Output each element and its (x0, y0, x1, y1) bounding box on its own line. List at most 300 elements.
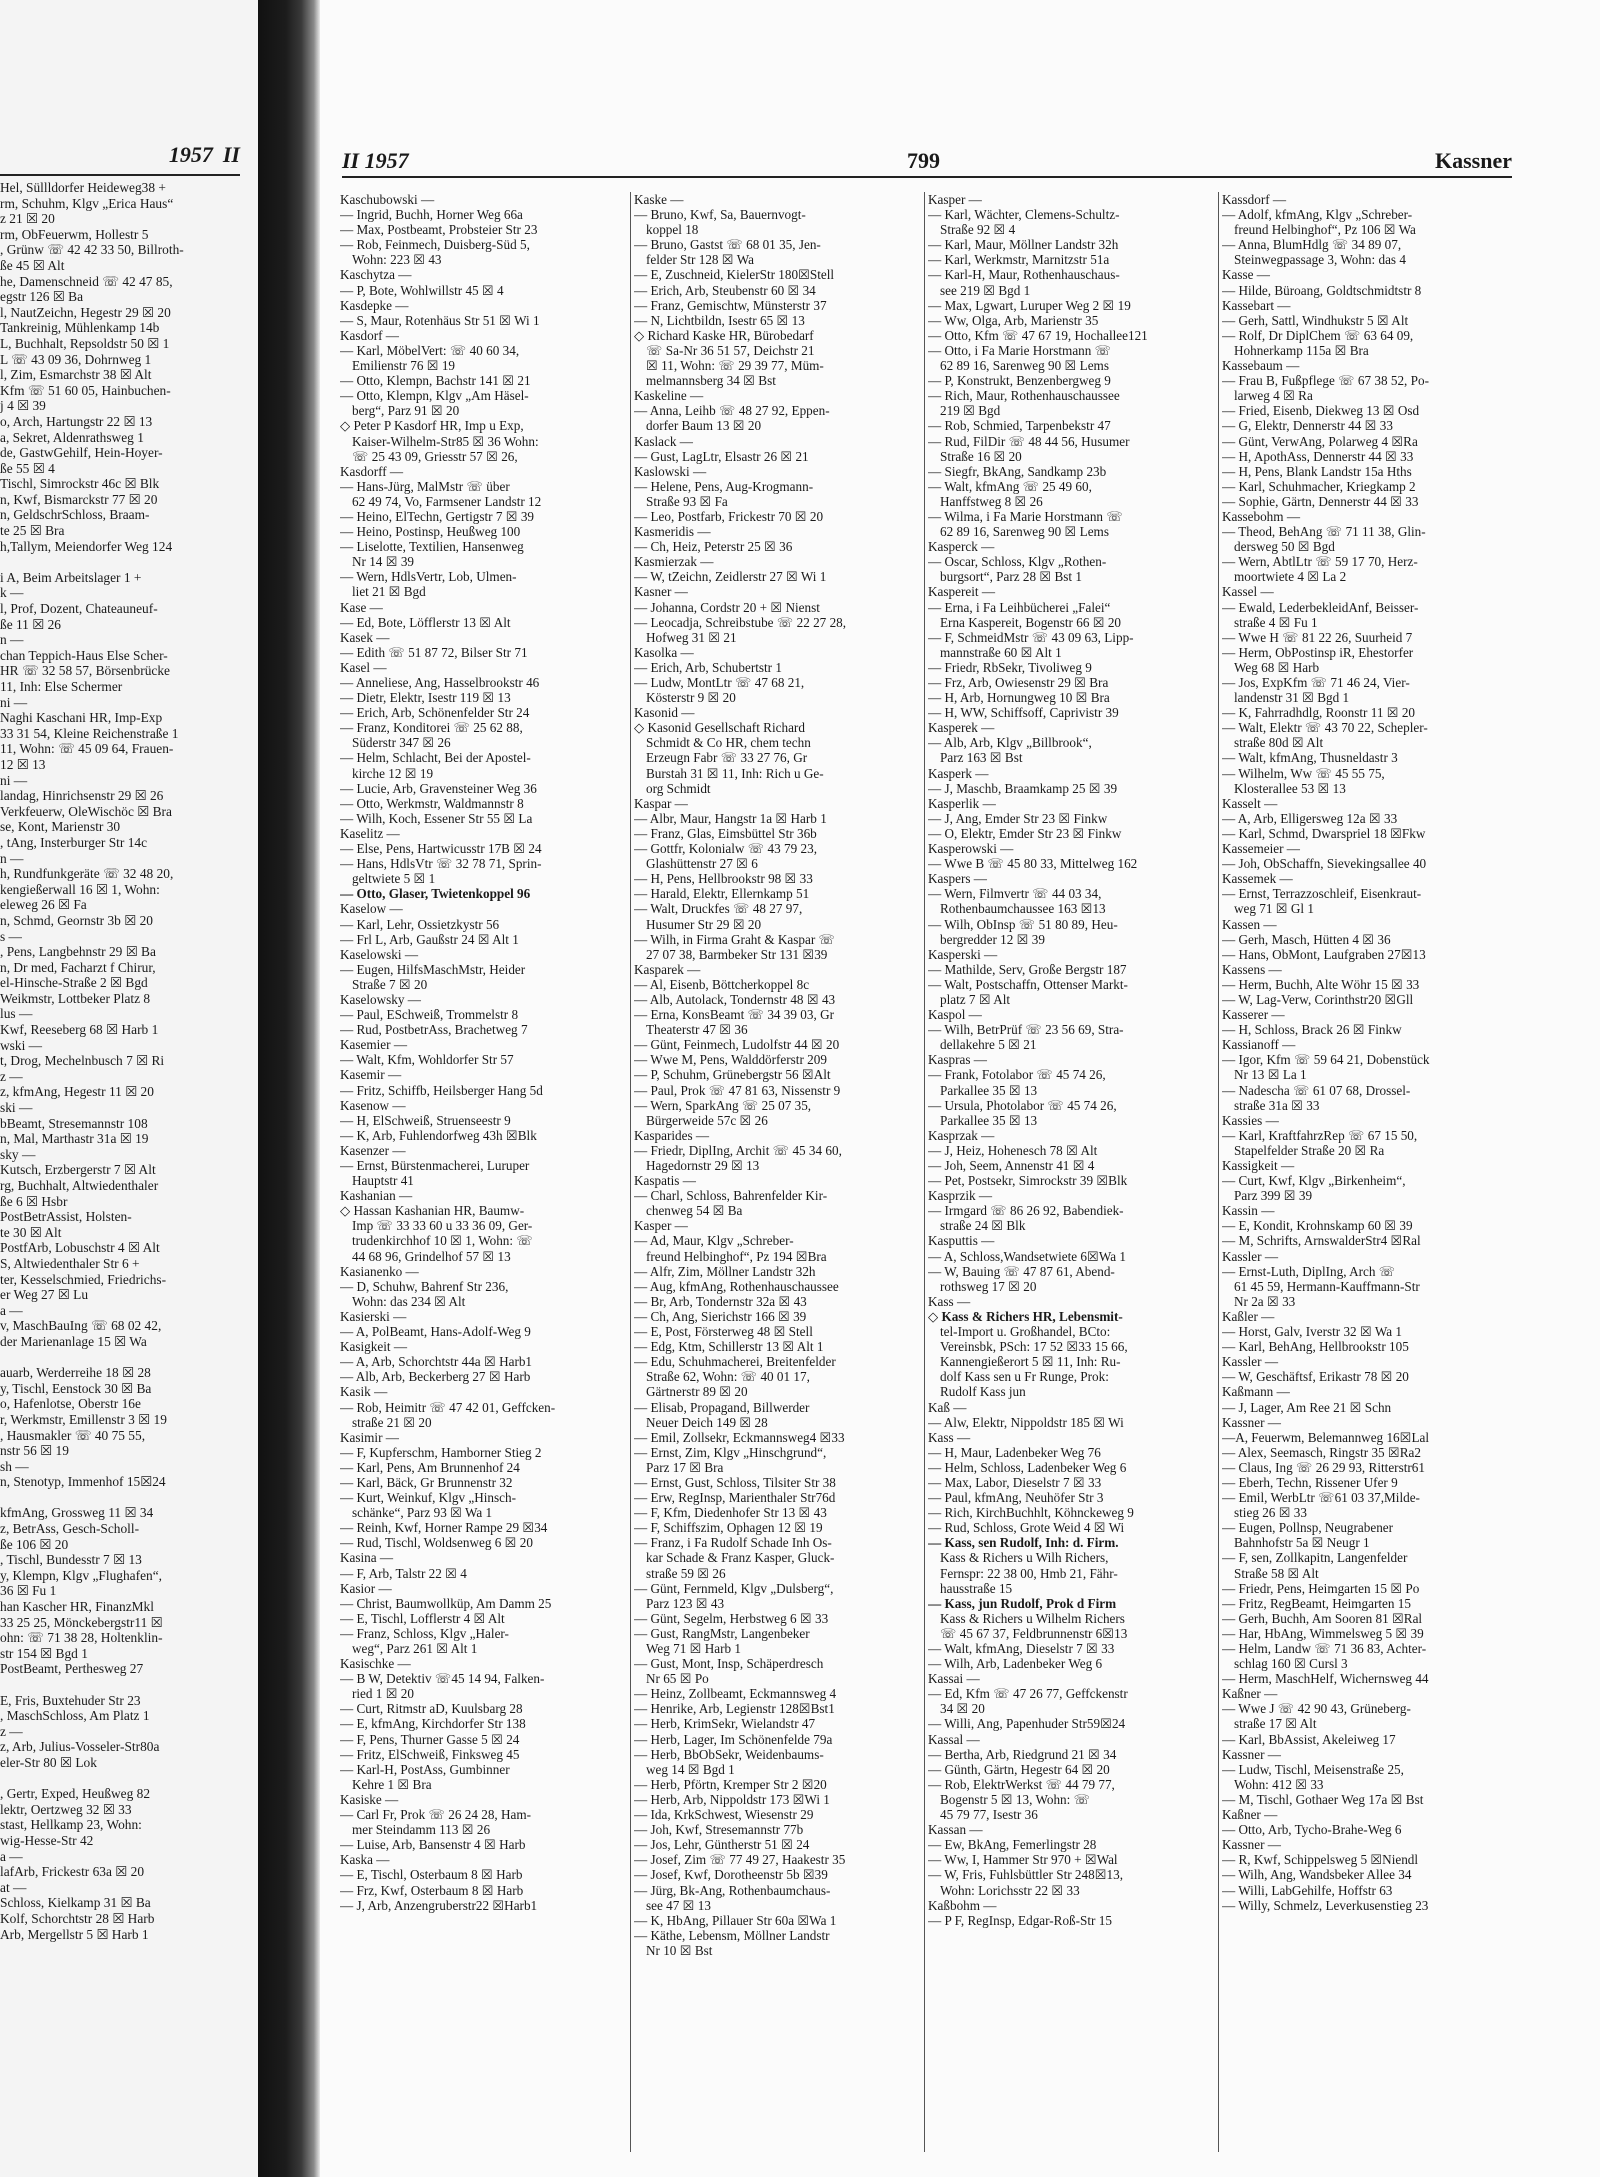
directory-entry: Theaterstr 47 ☒ 36 (646, 1022, 748, 1038)
left-listing-line: , Grünw ☏ 42 42 33 50, Billroth- (0, 242, 184, 258)
surname-heading: Kasputtis — (928, 1233, 995, 1249)
surname-heading: Kasenow — (340, 1097, 406, 1113)
directory-entry: — Edith ☏ 51 87 72, Bilser Str 71 (340, 644, 528, 660)
directory-entry: liet 21 ☒ Bgd (352, 584, 426, 600)
directory-entry: freund Helbinghof“, Pz 106 ☒ Wa (1234, 222, 1416, 238)
directory-entry: Hauptstr 41 (352, 1173, 414, 1189)
directory-entry: — Hans, ObMont, Laufgraben 27☒13 (1222, 946, 1426, 962)
directory-entry: Fernspr: 22 38 00, Hmb 21, Fähr- (940, 1565, 1118, 1581)
directory-entry: — Walt, kfmAng, Dieselstr 7 ☒ 33 (928, 1641, 1115, 1656)
directory-entry: — A, Schloss,Wandsetwiete 6☒Wa 1 (928, 1248, 1126, 1264)
directory-entry: — Willi, LabGehilfe, Hoffstr 63 (1222, 1882, 1393, 1898)
directory-entry: — Ew, BkAng, Femerlingstr 28 (928, 1837, 1097, 1853)
header-running-name: Kassner (1435, 148, 1512, 173)
directory-entry: weg“, Parz 261 ☒ Alt 1 (352, 1641, 478, 1656)
directory-entry: Kaiser-Wilhelm-Str85 ☒ 36 Wohn: (352, 433, 539, 449)
left-listing-line: ski — (0, 1100, 33, 1116)
directory-entry: ◇ Peter P Kasdorf HR, Imp u Exp, (340, 418, 524, 434)
directory-entry: — Gerh, Masch, Hütten 4 ☒ 36 (1222, 931, 1391, 947)
left-listing-line: wig-Hesse-Str 42 (0, 1832, 94, 1848)
left-listing-line: , tAng, Insterburger Str 14c (0, 834, 148, 850)
directory-columns (340, 192, 1515, 2152)
left-listing-line: Tankreinig, Mühlenkamp 14b (0, 320, 160, 336)
directory-entry: — J, Maschb, Braamkamp 25 ☒ 39 (928, 780, 1118, 796)
left-listing-line (0, 1771, 250, 1787)
directory-entry: landenstr 31 ☒ Bgd 1 (1234, 690, 1350, 706)
directory-entry: Kannengießerort 5 ☒ 11, Inh: Ru- (940, 1354, 1121, 1370)
surname-heading: Kasmierzak — (634, 554, 714, 570)
directory-entry: — Ch, Ang, Sierichstr 166 ☒ 39 (634, 1308, 807, 1324)
directory-entry: — D, Schuhw, Bahrenf Str 236, (340, 1278, 509, 1294)
directory-entry: — Ludw, Tischl, Meisenstraße 25, (1222, 1761, 1404, 1777)
left-listing-line: at — (0, 1879, 27, 1895)
directory-entry: — Gust, RangMstr, Langenbeker (634, 1625, 810, 1641)
directory-entry: — Wilhelm, Ww ☏ 45 55 75, (1222, 765, 1385, 781)
directory-entry: — Anna, Leihb ☏ 48 27 92, Eppen- (634, 403, 830, 419)
directory-entry: — E, Post, Försterweg 48 ☒ Stell (634, 1324, 813, 1340)
directory-entry: — Wilh, in Firma Graht & Kaspar ☏ (634, 931, 836, 947)
directory-entry: — S, Maur, Rotenhäus Str 51 ☒ Wi 1 (340, 312, 540, 328)
directory-entry: — Paul, kfmAng, Neuhöfer Str 3 (928, 1490, 1104, 1506)
directory-entry: — Kass, sen Rudolf, Inh: d. Firm. (928, 1535, 1119, 1551)
left-listing-line: ter, Kesselschmied, Friedrichs- (0, 1271, 167, 1287)
surname-heading: Kassemeier — (1222, 841, 1300, 857)
directory-entry: — Dietr, Elektr, Isestr 119 ☒ 13 (340, 690, 511, 706)
directory-entry: — M, Tischl, Gothaer Weg 17a ☒ Bst (1222, 1791, 1424, 1807)
directory-entry: — Jos, Lehr, Güntherstr 51 ☒ 24 (634, 1837, 810, 1853)
directory-entry: bergredder 12 ☒ 39 (940, 931, 1045, 947)
surname-heading: Kasparek — (634, 961, 701, 977)
directory-entry: — Alfr, Zim, Möllner Landstr 32h (634, 1263, 816, 1279)
directory-entry: — Alex, Seemasch, Ringstr 35 ☒Ra2 (1222, 1444, 1421, 1460)
directory-entry: — F, SchmeidMstr ☏ 43 09 63, Lipp- (928, 629, 1134, 645)
column-divider (924, 192, 925, 2152)
left-listing-line: han Kascher HR, FinanzMkl (0, 1599, 154, 1615)
surname-heading: Kasner — (634, 584, 688, 600)
left-listing-line: Arb, Mergellstr 5 ☒ Harb 1 (0, 1926, 149, 1942)
left-listing-line: rm, ObFeuerwm, Hollestr 5 (0, 226, 149, 242)
directory-entry: schlag 160 ☒ Cursl 3 (1234, 1656, 1348, 1672)
directory-entry: — Ed, Kfm ☏ 47 26 77, Geffckenstr (928, 1686, 1128, 1702)
directory-entry: — Christ, Baumwollküp, Am Damm 25 (340, 1595, 552, 1611)
surname-heading: Kasemier — (340, 1037, 408, 1053)
surname-heading: Kaß — (928, 1399, 967, 1415)
left-listing-line: n, GeldschrSchloss, Braam- (0, 507, 150, 523)
directory-entry: — Günt, VerwAng, Polarweg 4 ☒Ra (1222, 433, 1418, 449)
directory-entry: — H, ElSchweiß, Struenseestr 9 (340, 1112, 511, 1128)
directory-entry: Hagedornstr 29 ☒ 13 (646, 1158, 760, 1173)
directory-entry: — H, Schloss, Brack 26 ☒ Finkw (1222, 1022, 1402, 1038)
directory-entry: — Ingrid, Buchh, Horner Weg 66a (340, 207, 523, 223)
directory-entry: — Bruno, Gastst ☏ 68 01 35, Jen- (634, 237, 821, 253)
directory-entry: — Oscar, Schloss, Klgv „Rothen- (928, 554, 1107, 570)
directory-entry: — Walt, Postschaffn, Ottenser Markt- (928, 976, 1128, 992)
surname-heading: Kasperek — (928, 720, 995, 736)
directory-entry: — Ww, Olga, Arb, Marienstr 35 (928, 312, 1099, 328)
directory-entry: — Günth, Gärtn, Hegestr 64 ☒ 20 (928, 1761, 1110, 1777)
left-listing-line: der Marienanlage 15 ☒ Wa (0, 1333, 147, 1349)
left-listing-line: ße 55 ☒ 4 (0, 460, 55, 476)
directory-entry: — Eugen, Pollnsp, Neugrabener (1222, 1520, 1394, 1536)
directory-entry: — Alb, Autolack, Tondernstr 48 ☒ 43 (634, 991, 836, 1007)
directory-entry: — Walt, kfmAng ☏ 25 49 60, (928, 478, 1092, 494)
directory-entry: — A, PolBeamt, Hans-Adolf-Weg 9 (340, 1324, 531, 1340)
left-listing-line: n — (0, 850, 24, 866)
directory-entry: — Günt, Feinmech, Ludolfstr 44 ☒ 20 (634, 1037, 840, 1053)
directory-entry: — J, Ang, Emder Str 23 ☒ Finkw (928, 810, 1108, 826)
directory-entry: mer Steindamm 113 ☒ 26 (352, 1822, 491, 1838)
surname-heading: Kasmeridis — (634, 524, 711, 540)
directory-entry: felder Str 128 ☒ Wa (646, 252, 754, 268)
directory-entry: Neuer Deich 149 ☒ 28 (646, 1414, 768, 1430)
surname-heading: Kassin — (1222, 1203, 1275, 1219)
left-listing-line: o, Arch, Hartungstr 22 ☒ 13 (0, 413, 153, 429)
directory-entry: — Ewald, LederbekleidAnf, Beisser- (1222, 599, 1419, 615)
directory-entry: Imp ☏ 33 33 60 u 33 36 09, Ger- (352, 1218, 533, 1234)
surname-heading: Kasigkeit — (340, 1339, 408, 1355)
left-listing-line: ße 11 ☒ 26 (0, 616, 61, 632)
surname-heading: Kass — (928, 1293, 971, 1309)
left-listing-line: wski — (0, 1037, 43, 1053)
directory-entry: Rothenbaumchaussee 163 ☒13 (940, 901, 1106, 917)
directory-entry: Rudolf Kass jun (940, 1384, 1026, 1400)
surname-heading: Kass — (928, 1429, 971, 1445)
directory-entry: ☏ 45 67 37, Feldbrunnenstr 6☒13 (940, 1625, 1128, 1641)
directory-entry: — Ernst, Terrazzoschleif, Eisenkraut- (1222, 886, 1422, 902)
surname-heading: Kaspol — (928, 1007, 982, 1023)
surname-heading: Kassler — (1222, 1248, 1279, 1264)
directory-entry: — Wilh, Koch, Essener Str 55 ☒ La (340, 810, 533, 826)
directory-entry: — E, Tischl, Osterbaum 8 ☒ Harb (340, 1867, 523, 1883)
directory-entry: — Joh, ObSchaffn, Sievekingsallee 40 (1222, 856, 1427, 872)
directory-entry: — Willy, Schmelz, Leverkusenstieg 23 (1222, 1897, 1429, 1913)
surname-heading: Kassigkeit — (1222, 1158, 1295, 1173)
directory-entry: ☏ 25 43 09, Griesstr 57 ☒ 26, (352, 448, 518, 464)
directory-entry: 219 ☒ Bgd (940, 403, 1001, 419)
directory-entry: Wohn: Lorichsstr 22 ☒ 33 (940, 1882, 1080, 1898)
directory-entry: — Josef, Kwf, Dorotheenstr 5b ☒39 (634, 1867, 828, 1883)
directory-entry: — Karl, Lehr, Ossietzkystr 56 (340, 916, 500, 932)
directory-entry: — Siegfr, BkAng, Sandkamp 23b (928, 463, 1107, 479)
directory-entry: Wohn: das 234 ☒ Alt (352, 1293, 466, 1309)
directory-entry: — E, Tischl, Lofflerstr 4 ☒ Alt (340, 1610, 505, 1626)
left-listing-line: Schloss, Kielkamp 31 ☒ Ba (0, 1895, 151, 1911)
directory-entry: — Bertha, Arb, Riedgrund 21 ☒ 34 (928, 1746, 1117, 1762)
left-listing-line: k — (0, 585, 24, 601)
directory-entry: — P, Bote, Wohlwillstr 45 ☒ 4 (340, 282, 504, 298)
directory-entry: dorfer Baum 13 ☒ 20 (646, 418, 762, 434)
left-listing-line: ße 6 ☒ Hsbr (0, 1193, 68, 1209)
left-listing-line: s — (0, 928, 22, 944)
left-listing-line: L, Buchhalt, Repsoldstr 50 ☒ 1 (0, 335, 170, 351)
left-listing-line: 11, Wohn: ☏ 45 09 64, Frauen- (0, 741, 174, 757)
directory-entry: — Otto, Glaser, Twietenkoppel 96 (340, 886, 531, 902)
directory-entry: — Walt, kfmAng, Thusneldastr 3 (1222, 750, 1398, 766)
left-listing-line: n, Stenotyp, Immenhof 15☒24 (0, 1474, 166, 1490)
surname-heading: Kasel — (340, 659, 387, 675)
directory-entry: — Heino, Postinsp, Heußweg 100 (340, 524, 521, 540)
left-listing-line: n, Schmd, Geornstr 3b ☒ 20 (0, 912, 153, 928)
directory-entry: — Claus, Ing ☏ 26 29 93, Ritterstr61 (1222, 1459, 1425, 1475)
directory-entry: Bürgerweide 57c ☒ 26 (646, 1112, 768, 1128)
page-header (342, 146, 1512, 178)
surname-heading: Kasenzer — (340, 1142, 406, 1158)
left-listing-line: Tischl, Simrockstr 46c ☒ Blk (0, 476, 160, 492)
left-listing-line: sh — (0, 1458, 29, 1474)
directory-entry: — A, Arb, Elligersweg 12a ☒ 33 (1222, 810, 1398, 826)
directory-entry: see 47 ☒ 13 (646, 1897, 711, 1913)
directory-entry: — Otto, Werkmstr, Waldmannstr 8 (340, 795, 524, 811)
directory-entry: — Leo, Postfarb, Frickestr 70 ☒ 20 (634, 508, 824, 524)
directory-entry: — Paul, ESchweiß, Trommelstr 8 (340, 1007, 519, 1023)
directory-entry: — Theod, BehAng ☏ 71 11 38, Glin- (1222, 524, 1426, 540)
left-listing-line: chan Teppich-Haus Else Scher- (0, 647, 168, 663)
directory-entry: — Wilh, BetrPrüf ☏ 23 56 69, Stra- (928, 1022, 1124, 1038)
left-listing-line: l, NautZeichn, Hegestr 29 ☒ 20 (0, 304, 171, 320)
left-listing-line: n — (0, 632, 24, 648)
directory-entry: — J, Lager, Am Ree 21 ☒ Schn (1222, 1399, 1392, 1415)
surname-heading: Kase — (340, 599, 383, 615)
directory-entry: — Friedr, Pens, Heimgarten 15 ☒ Po (1222, 1580, 1420, 1596)
surname-heading: Kaspatis — (634, 1173, 696, 1189)
column-divider (630, 192, 631, 2152)
directory-entry: — W, Lag-Verw, Corinthstr20 ☒Gll (1222, 991, 1414, 1007)
directory-entry: — Ch, Heiz, Peterstr 25 ☒ 36 (634, 539, 793, 555)
surname-heading: Kasdorff — (340, 463, 404, 479)
surname-heading: Kasior — (340, 1580, 392, 1596)
left-listing-line: eleweg 26 ☒ Fa (0, 897, 87, 913)
left-listing-line: , Gertr, Exped, Heußweg 82 (0, 1786, 151, 1802)
surname-heading: Kassner — (1222, 1414, 1281, 1430)
left-listing-line: a, Sekret, Aldenrathsweg 1 (0, 429, 144, 445)
left-listing-line: kengießerwall 16 ☒ 1, Wohn: (0, 881, 160, 897)
left-listing-line (0, 1490, 250, 1506)
surname-heading: Kassen — (1222, 916, 1277, 932)
directory-entry: Parz 123 ☒ 43 (646, 1595, 725, 1611)
surname-heading: Kaselow — (340, 901, 403, 917)
directory-entry: — Aug, kfmAng, Rothenhauschaussee (634, 1278, 839, 1294)
directory-entry: — Josef, Zim ☏ 77 49 27, Haakestr 35 (634, 1852, 846, 1868)
directory-entry: — Paul, Prok ☏ 47 81 63, Nissenstr 9 (634, 1082, 841, 1098)
directory-entry: — Irmgard ☏ 86 26 92, Babendiek- (928, 1203, 1124, 1219)
directory-entry: — Fritz, RegBeamt, Heimgarten 15 (1222, 1595, 1411, 1611)
directory-entry: — Edu, Schuhmacherei, Breitenfelder (634, 1354, 836, 1370)
directory-entry: Bogenstr 5 ☒ 13, Wohn: ☏ (940, 1791, 1091, 1807)
directory-entry: — Joh, Kwf, Stresemannstr 77b (634, 1822, 804, 1838)
directory-column-2 (634, 192, 920, 2152)
surname-heading: Kassies — (1222, 1112, 1279, 1128)
directory-entry: — H, Pens, Blank Landstr 15a Hths (1222, 463, 1412, 479)
directory-entry: — Elisab, Propagand, Billwerder (634, 1399, 810, 1415)
directory-entry: Wohn: 412 ☒ 33 (1234, 1776, 1324, 1792)
directory-entry: — Frank, Fotolabor ☏ 45 74 26, (928, 1067, 1106, 1083)
directory-entry: — Walt, Elektr ☏ 43 70 22, Schepler- (1222, 720, 1428, 736)
directory-entry: ◇ Kass & Richers HR, Lebensmit- (928, 1308, 1123, 1324)
surname-heading: Kasserer — (1222, 1007, 1285, 1023)
directory-entry: straße 21 ☒ 20 (352, 1414, 432, 1430)
directory-entry: — Frz, Arb, Owiesenstr 29 ☒ Bra (928, 675, 1109, 690)
surname-heading: Kaspereit — (928, 584, 996, 600)
left-listing-line: E, Fris, Buxtehuder Str 23 (0, 1692, 141, 1708)
surname-heading: Kasparides — (634, 1127, 710, 1143)
surname-heading: Kasperski — (928, 946, 998, 962)
left-listing-line: Kfm ☏ 51 60 05, Hainbuchen- (0, 382, 171, 398)
directory-entry: — Charl, Schloss, Bahrenfelder Kir- (634, 1188, 828, 1204)
directory-entry: — Rich, Maur, Rothenhauschaussee (928, 388, 1120, 404)
directory-entry: — Joh, Seem, Annenstr 41 ☒ 4 (928, 1158, 1095, 1173)
directory-entry: — Karl, BehAng, Hellbrookstr 105 (1222, 1339, 1409, 1355)
left-listing-line: el-Hinsche-Straße 2 ☒ Bgd (0, 975, 148, 991)
directory-entry: 62 89 16, Sarenweg 90 ☒ Lems (940, 524, 1109, 540)
directory-entry: — Ernst, Gust, Schloss, Tilsiter Str 38 (634, 1474, 836, 1490)
surname-heading: Kasina — (340, 1550, 394, 1566)
directory-entry: — Fritz, Schiffb, Heilsberger Hang 5d (340, 1082, 543, 1098)
directory-entry: Weg 68 ☒ Harb (1234, 659, 1320, 675)
directory-entry: — Franz, i Fa Rudolf Schade Inh Os- (634, 1535, 832, 1551)
directory-entry: — Karl, Pens, Am Brunnenhof 24 (340, 1459, 520, 1475)
left-listing-line: y, Klempn, Klgv „Flughafen“, (0, 1567, 163, 1583)
surname-heading: Kaßler — (1222, 1308, 1275, 1324)
left-listing-line (0, 1350, 250, 1366)
left-listing-line: ße 106 ☒ 20 (0, 1536, 69, 1552)
directory-entry: — W, tZeichn, Zeidlerstr 27 ☒ Wi 1 (634, 569, 827, 585)
directory-entry: Nr 13 ☒ La 1 (1234, 1067, 1307, 1083)
directory-entry: — Mathilde, Serv, Große Bergstr 187 (928, 961, 1127, 977)
surname-heading: Kaßbohm — (928, 1897, 997, 1913)
directory-entry: dolf Kass sen u Fr Runge, Prok: (940, 1369, 1109, 1385)
directory-entry: — Johanna, Cordstr 20 + ☒ Nienst (634, 599, 820, 615)
surname-heading: Kasischke — (340, 1656, 411, 1672)
directory-entry: — Kurt, Weinkuf, Klgv „Hinsch- (340, 1490, 516, 1506)
directory-entry: — Erich, Arb, Schubertstr 1 (634, 659, 782, 675)
directory-entry: — Wern, Filmvertr ☏ 44 03 34, (928, 886, 1102, 902)
directory-entry: burgsort“, Parz 28 ☒ Bst 1 (940, 569, 1082, 585)
directory-entry: — Rud, Tischl, Woldsenweg 6 ☒ 20 (340, 1535, 533, 1551)
directory-entry: larweg 4 ☒ Ra (1234, 388, 1313, 404)
directory-entry: — Max, Postbeamt, Probsteier Str 23 (340, 222, 538, 238)
book-gutter (258, 0, 320, 2177)
surname-heading: Kaskeline — (634, 388, 704, 404)
directory-entry: — W, Geschäftsf, Erikastr 78 ☒ 20 (1222, 1369, 1409, 1385)
directory-entry: melmannsberg 34 ☒ Bst (646, 373, 776, 389)
left-listing-line: z — (0, 1068, 23, 1084)
directory-entry: — Br, Arb, Tondernstr 32a ☒ 43 (634, 1293, 807, 1309)
directory-entry: — A, Arb, Schorchtstr 44a ☒ Harb1 (340, 1354, 533, 1370)
directory-entry: 62 89 16, Sarenweg 90 ☒ Lems (940, 358, 1109, 374)
directory-entry: weg 71 ☒ Gl 1 (1234, 901, 1314, 917)
surname-heading: Kasierski — (340, 1308, 407, 1324)
directory-entry: — K, Fahrradhdlg, Roonstr 11 ☒ 20 (1222, 705, 1416, 721)
directory-entry: — Wern, AbtlLtr ☏ 59 17 70, Herz- (1222, 554, 1418, 570)
directory-entry: Steinwegpassage 3, Wohn: das 4 (1234, 252, 1406, 268)
directory-entry: — Helene, Pens, Aug-Krogmann- (634, 478, 814, 494)
directory-entry: berg“, Parz 91 ☒ 20 (352, 403, 460, 419)
directory-entry: Süderstr 347 ☒ 26 (352, 735, 451, 751)
directory-entry: geltwiete 5 ☒ 1 (352, 871, 436, 887)
surname-heading: Kassdorf — (1222, 192, 1287, 207)
directory-entry: — Rich, KirchBuchhlt, Köhnckeweg 9 (928, 1505, 1134, 1521)
directory-entry: — Wern, HdlsVertr, Lob, Ulmen- (340, 569, 517, 585)
surname-heading: Kaselowsky — (340, 991, 421, 1007)
directory-entry: 27 07 38, Barmbeker Str 131 ☒39 (646, 946, 828, 962)
left-listing-line: z, BetrAss, Gesch-Scholl- (0, 1521, 140, 1537)
directory-entry: — Max, Lgwart, Luruper Weg 2 ☒ 19 (928, 297, 1131, 313)
surname-heading: Kasiske — (340, 1791, 399, 1807)
left-page-listing (0, 180, 250, 1942)
surname-heading: Kaslack — (634, 433, 693, 449)
left-listing-line: Kwf, Reeseberg 68 ☒ Harb 1 (0, 1022, 159, 1038)
directory-entry: Parkallee 35 ☒ 13 (940, 1112, 1038, 1128)
directory-entry: — Karl, BbAssist, Akeleiweg 17 (1222, 1731, 1396, 1747)
directory-entry: — Sophie, Gärtn, Dennerstr 44 ☒ 33 (1222, 493, 1419, 509)
directory-entry: — K, Arb, Fuhlendorfweg 43h ☒Blk (340, 1127, 537, 1143)
directory-entry: — G, Elektr, Dennerstr 44 ☒ 33 (1222, 418, 1393, 434)
left-listing-line: i A, Beim Arbeitslager 1 + (0, 569, 142, 585)
directory-entry: Parz 399 ☒ 39 (1234, 1188, 1313, 1204)
directory-entry: — Otto, Klempn, Bachstr 141 ☒ 21 (340, 373, 531, 389)
directory-entry: — F, Arb, Talstr 22 ☒ 4 (340, 1565, 467, 1581)
directory-entry: — Kass, jun Rudolf, Prok d Firm (928, 1595, 1117, 1611)
directory-entry: — Frau B, Fußpflege ☏ 67 38 52, Po- (1222, 373, 1429, 389)
directory-entry: trudenkirchhof 10 ☒ 1, Wohn: ☏ (352, 1233, 533, 1249)
directory-entry: Nr 65 ☒ Po (646, 1671, 709, 1687)
directory-entry: Straße 16 ☒ 20 (940, 448, 1022, 464)
directory-entry: — Alb, Arb, Beckerberg 27 ☒ Harb (340, 1369, 531, 1385)
directory-entry: — Otto, i Fa Marie Horstmann ☏ (928, 342, 1112, 358)
directory-entry: Kass & Richers u Wilhelm Richers (940, 1610, 1125, 1626)
left-listing-line: n, Kwf, Bismarckstr 77 ☒ 20 (0, 491, 158, 507)
directory-entry: Wohn: 223 ☒ 43 (352, 252, 442, 268)
directory-entry: — Gerh, Buchh, Am Sooren 81 ☒Ral (1222, 1610, 1423, 1626)
left-header-roman: II (222, 142, 240, 167)
directory-entry: — Henrike, Arb, Legienstr 128☒Bst1 (634, 1701, 835, 1717)
surname-heading: Kasprzik — (928, 1188, 993, 1204)
directory-entry: — J, Heiz, Hohenesch 78 ☒ Alt (928, 1142, 1098, 1158)
directory-entry: ☏ Sa-Nr 36 51 57, Deichstr 21 (646, 342, 815, 358)
directory-entry: — Herm, ObPostinsp iR, Ehestorfer (1222, 644, 1414, 660)
left-listing-line: L ☏ 43 09 36, Dohrnweg 1 (0, 351, 152, 367)
surname-heading: Kaska — (340, 1852, 390, 1868)
directory-entry: Parz 17 ☒ Bra (646, 1459, 724, 1475)
directory-entry: — Herm, Buchh, Alte Wöhr 15 ☒ 33 (1222, 976, 1420, 992)
directory-entry: — Rob, Schmied, Tarpenbekstr 47 (928, 418, 1111, 434)
left-listing-line: a — (0, 1302, 23, 1318)
directory-entry: — Herm, MaschHelf, Wichernsweg 44 (1222, 1671, 1429, 1687)
directory-entry: Husumer Str 29 ☒ 20 (646, 916, 762, 932)
directory-entry: — Luise, Arb, Bansenstr 4 ☒ Harb (340, 1837, 526, 1853)
surname-heading: Kasprzak — (928, 1127, 995, 1143)
directory-entry: — Hilde, Büroang, Goldtschmidtstr 8 (1222, 282, 1422, 298)
left-listing-line: auarb, Werderreihe 18 ☒ 28 (0, 1365, 151, 1381)
directory-entry: — Wwe B ☏ 45 80 33, Mittelweg 162 (928, 856, 1138, 872)
left-listing-line: , Pens, Langbehnstr 29 ☒ Ba (0, 944, 156, 960)
directory-entry: — Wilma, i Fa Marie Horstmann ☏ (928, 508, 1123, 524)
directory-entry: — Nadescha ☏ 61 07 68, Drossel- (1222, 1082, 1411, 1098)
directory-entry: — Heinz, Zollbeamt, Eckmannsweg 4 (634, 1686, 837, 1702)
directory-entry: — Gottfr, Kolonialw ☏ 43 79 23, (634, 841, 817, 857)
directory-entry: — Erich, Arb, Schönenfelder Str 24 (340, 705, 530, 721)
directory-entry: 62 49 74, Vo, Farmsener Landstr 12 (352, 493, 542, 509)
surname-heading: Kasperk — (928, 765, 989, 781)
directory-entry: Parkallee 35 ☒ 13 (940, 1082, 1038, 1098)
left-listing-line: egstr 126 ☒ Ba (0, 289, 84, 305)
left-listing-line: 33 31 54, Kleine Reichenstraße 1 (0, 725, 179, 741)
directory-entry: kar Schade & Franz Kasper, Gluck- (646, 1550, 835, 1566)
directory-entry: — P, Schuhm, Grünebergstr 56 ☒Alt (634, 1067, 831, 1083)
directory-entry: Bahnhofstr 5a ☒ Neugr 1 (1234, 1535, 1370, 1551)
surname-heading: Kassebohm — (1222, 508, 1301, 524)
directory-entry: Nr 2a ☒ 33 (1234, 1293, 1296, 1309)
